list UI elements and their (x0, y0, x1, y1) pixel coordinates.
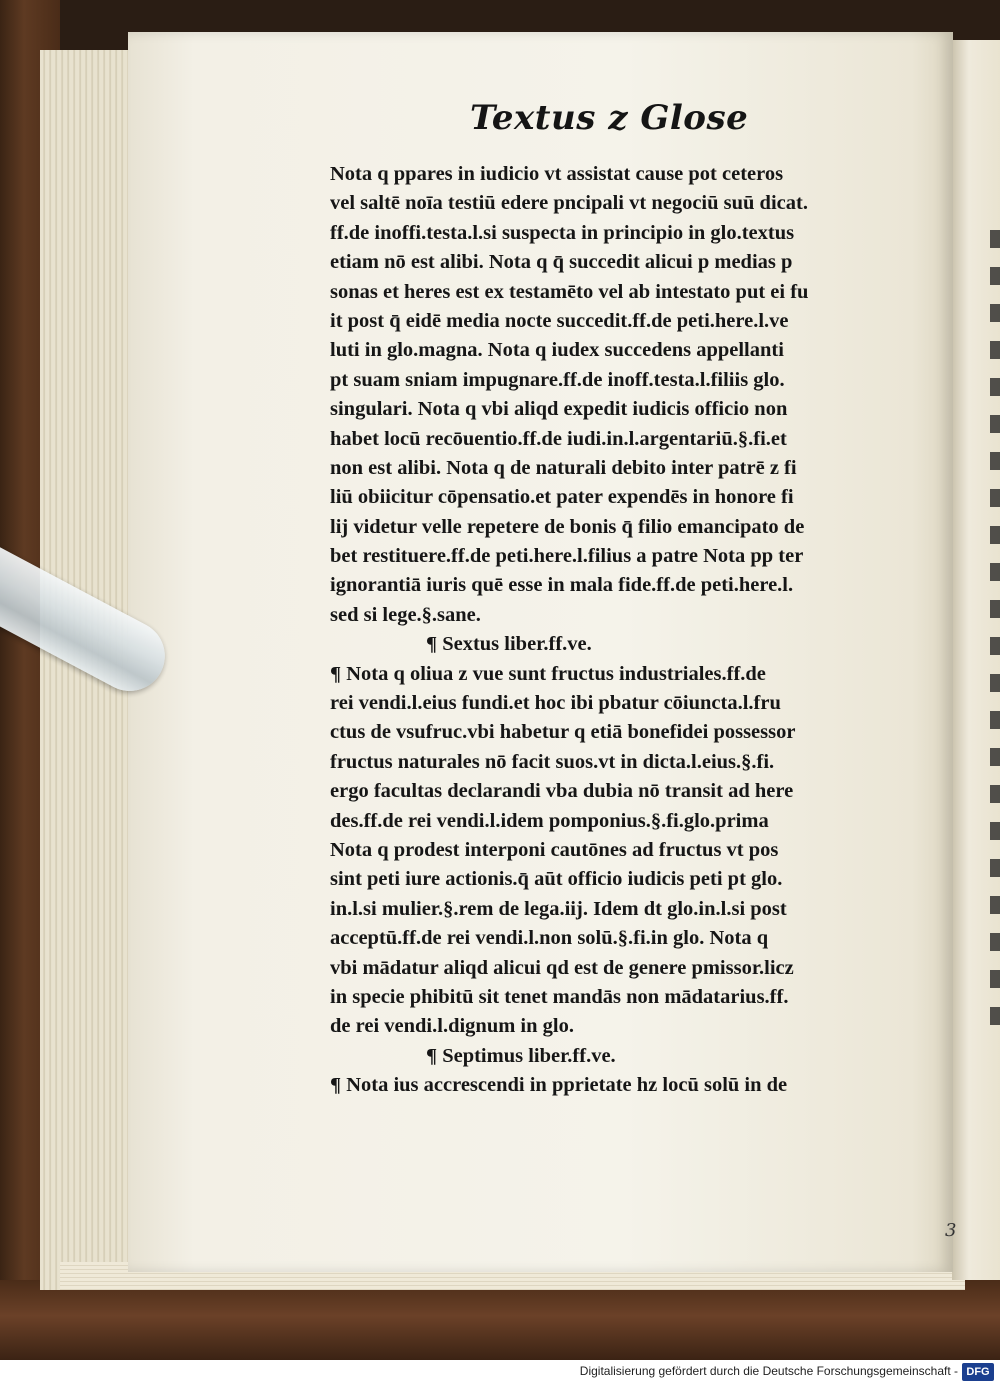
folio-number: 3 (945, 1220, 957, 1241)
dfg-logo: DFG (962, 1363, 994, 1381)
text-line: singulari. Nota q vbi aliqd expedit iudicis officio non (330, 398, 788, 421)
text-line: ctus de vsufruc.vbi habetur q etiā bonefidei possessor (330, 721, 796, 744)
text-line: luti in glo.magna. Nota q iudex succedens appellanti (330, 339, 784, 362)
funding-credit: Digitalisierung gefördert durch die Deutsche Forschungsgemeinschaft - (579, 1364, 958, 1378)
text-line: Nota q ppares in iudicio vt assistat cause pot ceteros (330, 163, 784, 185)
text-line: pt suam sniam impugnare.ff.de inoff.testa.l.filiis glo. (330, 368, 785, 391)
text-line: sint peti iure actionis.q̄ aūt officio iudicis peti pt glo. (330, 868, 783, 891)
text-line: in.l.si mulier.§.rem de lega.iij. Idem dt glo.in.l.si post (330, 897, 787, 920)
text-line: ¶ Nota ius accrescendi in pprietate hz locū solū in de (330, 1074, 788, 1097)
text-line: lij videtur velle repetere de bonis q̄ filio emancipato de (330, 515, 805, 538)
footer-bar (0, 1360, 1000, 1385)
text-line: ¶ Sextus liber.ff.ve. (426, 633, 592, 656)
text-line: non est alibi. Nota q de naturali debito inter patrē z fi (330, 456, 797, 479)
text-line: sed si lege.§.sane. (330, 603, 481, 626)
text-line: vel saltē noīa testiū edere pncipali vt negociū suū dicat. (330, 192, 808, 215)
text-line: ignorantiā iuris quē esse in mala fide.ff.de peti.here.l. (330, 574, 794, 597)
text-line: ¶ Nota q oliua z vue sunt fructus industriales.ff.de (330, 662, 766, 685)
text-line: ¶ Septimus liber.ff.ve. (426, 1044, 616, 1067)
text-line: bet restituere.ff.de peti.here.l.filius a patre Nota pp ter (330, 545, 804, 568)
text-line: liū obiicitur cōpensatio.et pater expendēs in honore fi (330, 486, 794, 509)
text-line: habet locū recōuentio.ff.de iudi.in.l.argentariū.§.fi.et (330, 427, 787, 450)
text-line: des.ff.de rei vendi.l.idem pomponius.§.fi.glo.prima (330, 809, 769, 832)
text-line: rei vendi.l.eius fundi.et hoc ibi pbatur cōiuncta.l.fru (330, 692, 781, 715)
running-head: Textus z Glose (470, 98, 749, 138)
text-line: sonas et heres est ex testamēto vel ab intestato put ei fu (330, 280, 809, 303)
text-line: acceptū.ff.de rei vendi.l.non solū.§.fi.in glo. Nota q (330, 927, 769, 950)
text-line: in specie phibitū sit tenet mandās non mādatarius.ff. (330, 985, 789, 1008)
text-line: fructus naturales nō facit suos.vt in dicta.l.eius.§.fi. (330, 750, 775, 773)
facing-page-text-edge (990, 230, 1000, 1030)
body-text (330, 160, 902, 1101)
text-line: etiam nō est alibi. Nota q q̄ succedit alicui p medias p (330, 251, 793, 274)
leather-cover-bottom (0, 1280, 1000, 1360)
text-line: ff.de inoffi.testa.l.si suspecta in principio in glo.textus (330, 221, 795, 244)
text-line: it post q̄ eidē media nocte succedit.ff.de peti.here.l.ve (330, 309, 789, 332)
text-line: ergo facultas declarandi vba dubia nō transit ad here (330, 780, 794, 803)
text-line: vbi mādatur aliqd alicui qd est de genere pmissor.licz (330, 956, 794, 979)
text-line: de rei vendi.l.dignum in glo. (330, 1015, 574, 1038)
text-line: Nota q prodest interponi cautōnes ad fructus vt pos (330, 838, 779, 861)
